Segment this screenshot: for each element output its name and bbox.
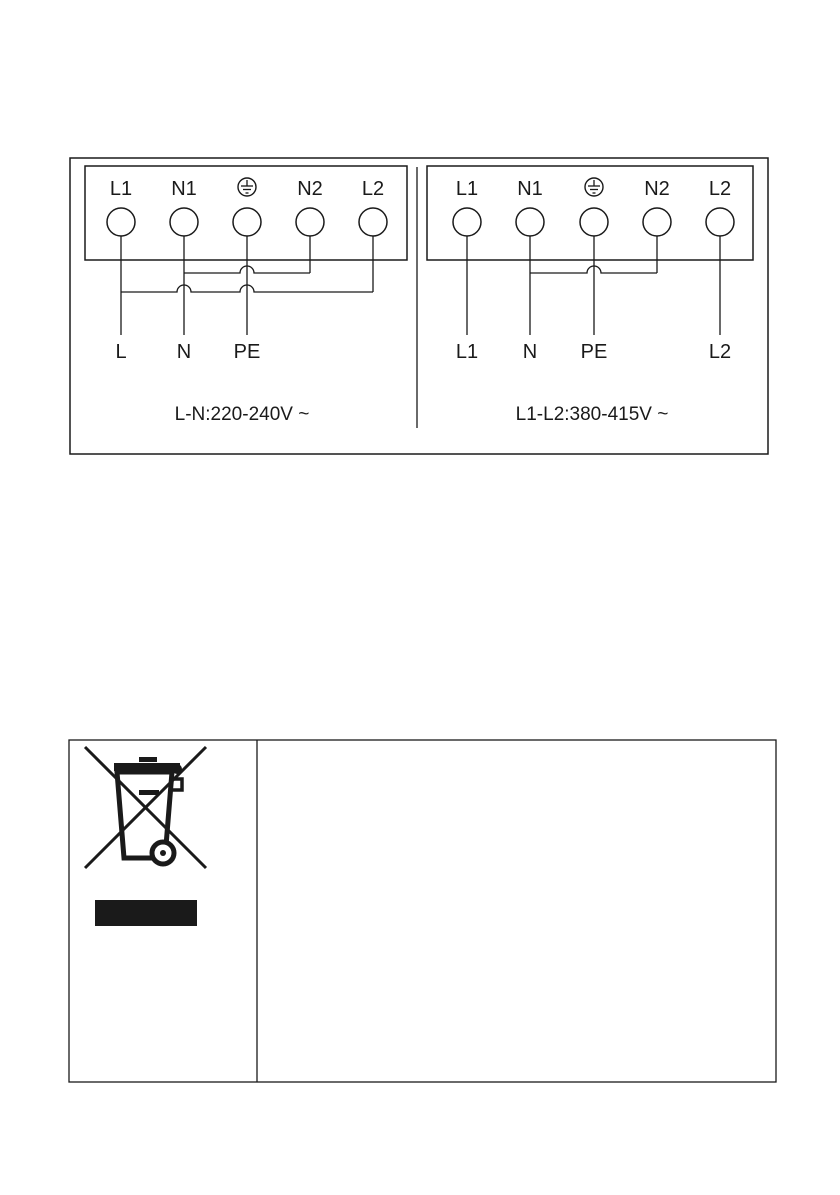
weee-solid-bar: [95, 900, 197, 926]
left-terminal-label-n2: N2: [297, 178, 323, 200]
right-output-label-n: N: [522, 341, 538, 363]
right-terminal-n2: [643, 208, 671, 236]
right-terminal-l2: [706, 208, 734, 236]
left-panel: [85, 166, 407, 425]
left-output-label-n: N: [176, 341, 192, 363]
right-voltage-label: L1-L2:380-415V ~: [515, 404, 669, 425]
left-output-label-l: L: [115, 341, 127, 363]
crossed-out-wheelie-bin-icon: [85, 747, 206, 868]
left-terminal-label-l2: L2: [361, 178, 385, 200]
right-output-label-l2: L2: [708, 341, 732, 363]
right-wiring: [467, 236, 720, 335]
left-output-label-pe: PE: [233, 341, 261, 363]
right-terminal-pe: [580, 208, 608, 236]
left-terminal-n2: [296, 208, 324, 236]
left-voltage-label: L-N:220-240V ~: [174, 404, 310, 425]
left-terminal-label-n1: N1: [171, 178, 197, 200]
right-output-label-pe: PE: [580, 341, 608, 363]
left-terminal-l2: [359, 208, 387, 236]
right-terminal-label-n1: N1: [517, 178, 543, 200]
right-terminal-l1: [453, 208, 481, 236]
left-wiring: [121, 236, 373, 335]
left-terminal-pe: [233, 208, 261, 236]
left-ground-symbol-icon: [238, 178, 256, 196]
right-terminal-label-l1: L1: [455, 178, 479, 200]
weee-notice: [69, 740, 776, 1082]
right-panel: [427, 166, 753, 425]
left-terminal-label-l1: L1: [109, 178, 133, 200]
left-terminal-n1: [170, 208, 198, 236]
left-terminal-l1: [107, 208, 135, 236]
right-terminal-label-l2: L2: [708, 178, 732, 200]
right-output-label-l1: L1: [455, 341, 479, 363]
right-terminal-n1: [516, 208, 544, 236]
right-terminal-label-n2: N2: [644, 178, 670, 200]
right-ground-symbol-icon: [585, 178, 603, 196]
wiring-diagram: [70, 158, 768, 454]
